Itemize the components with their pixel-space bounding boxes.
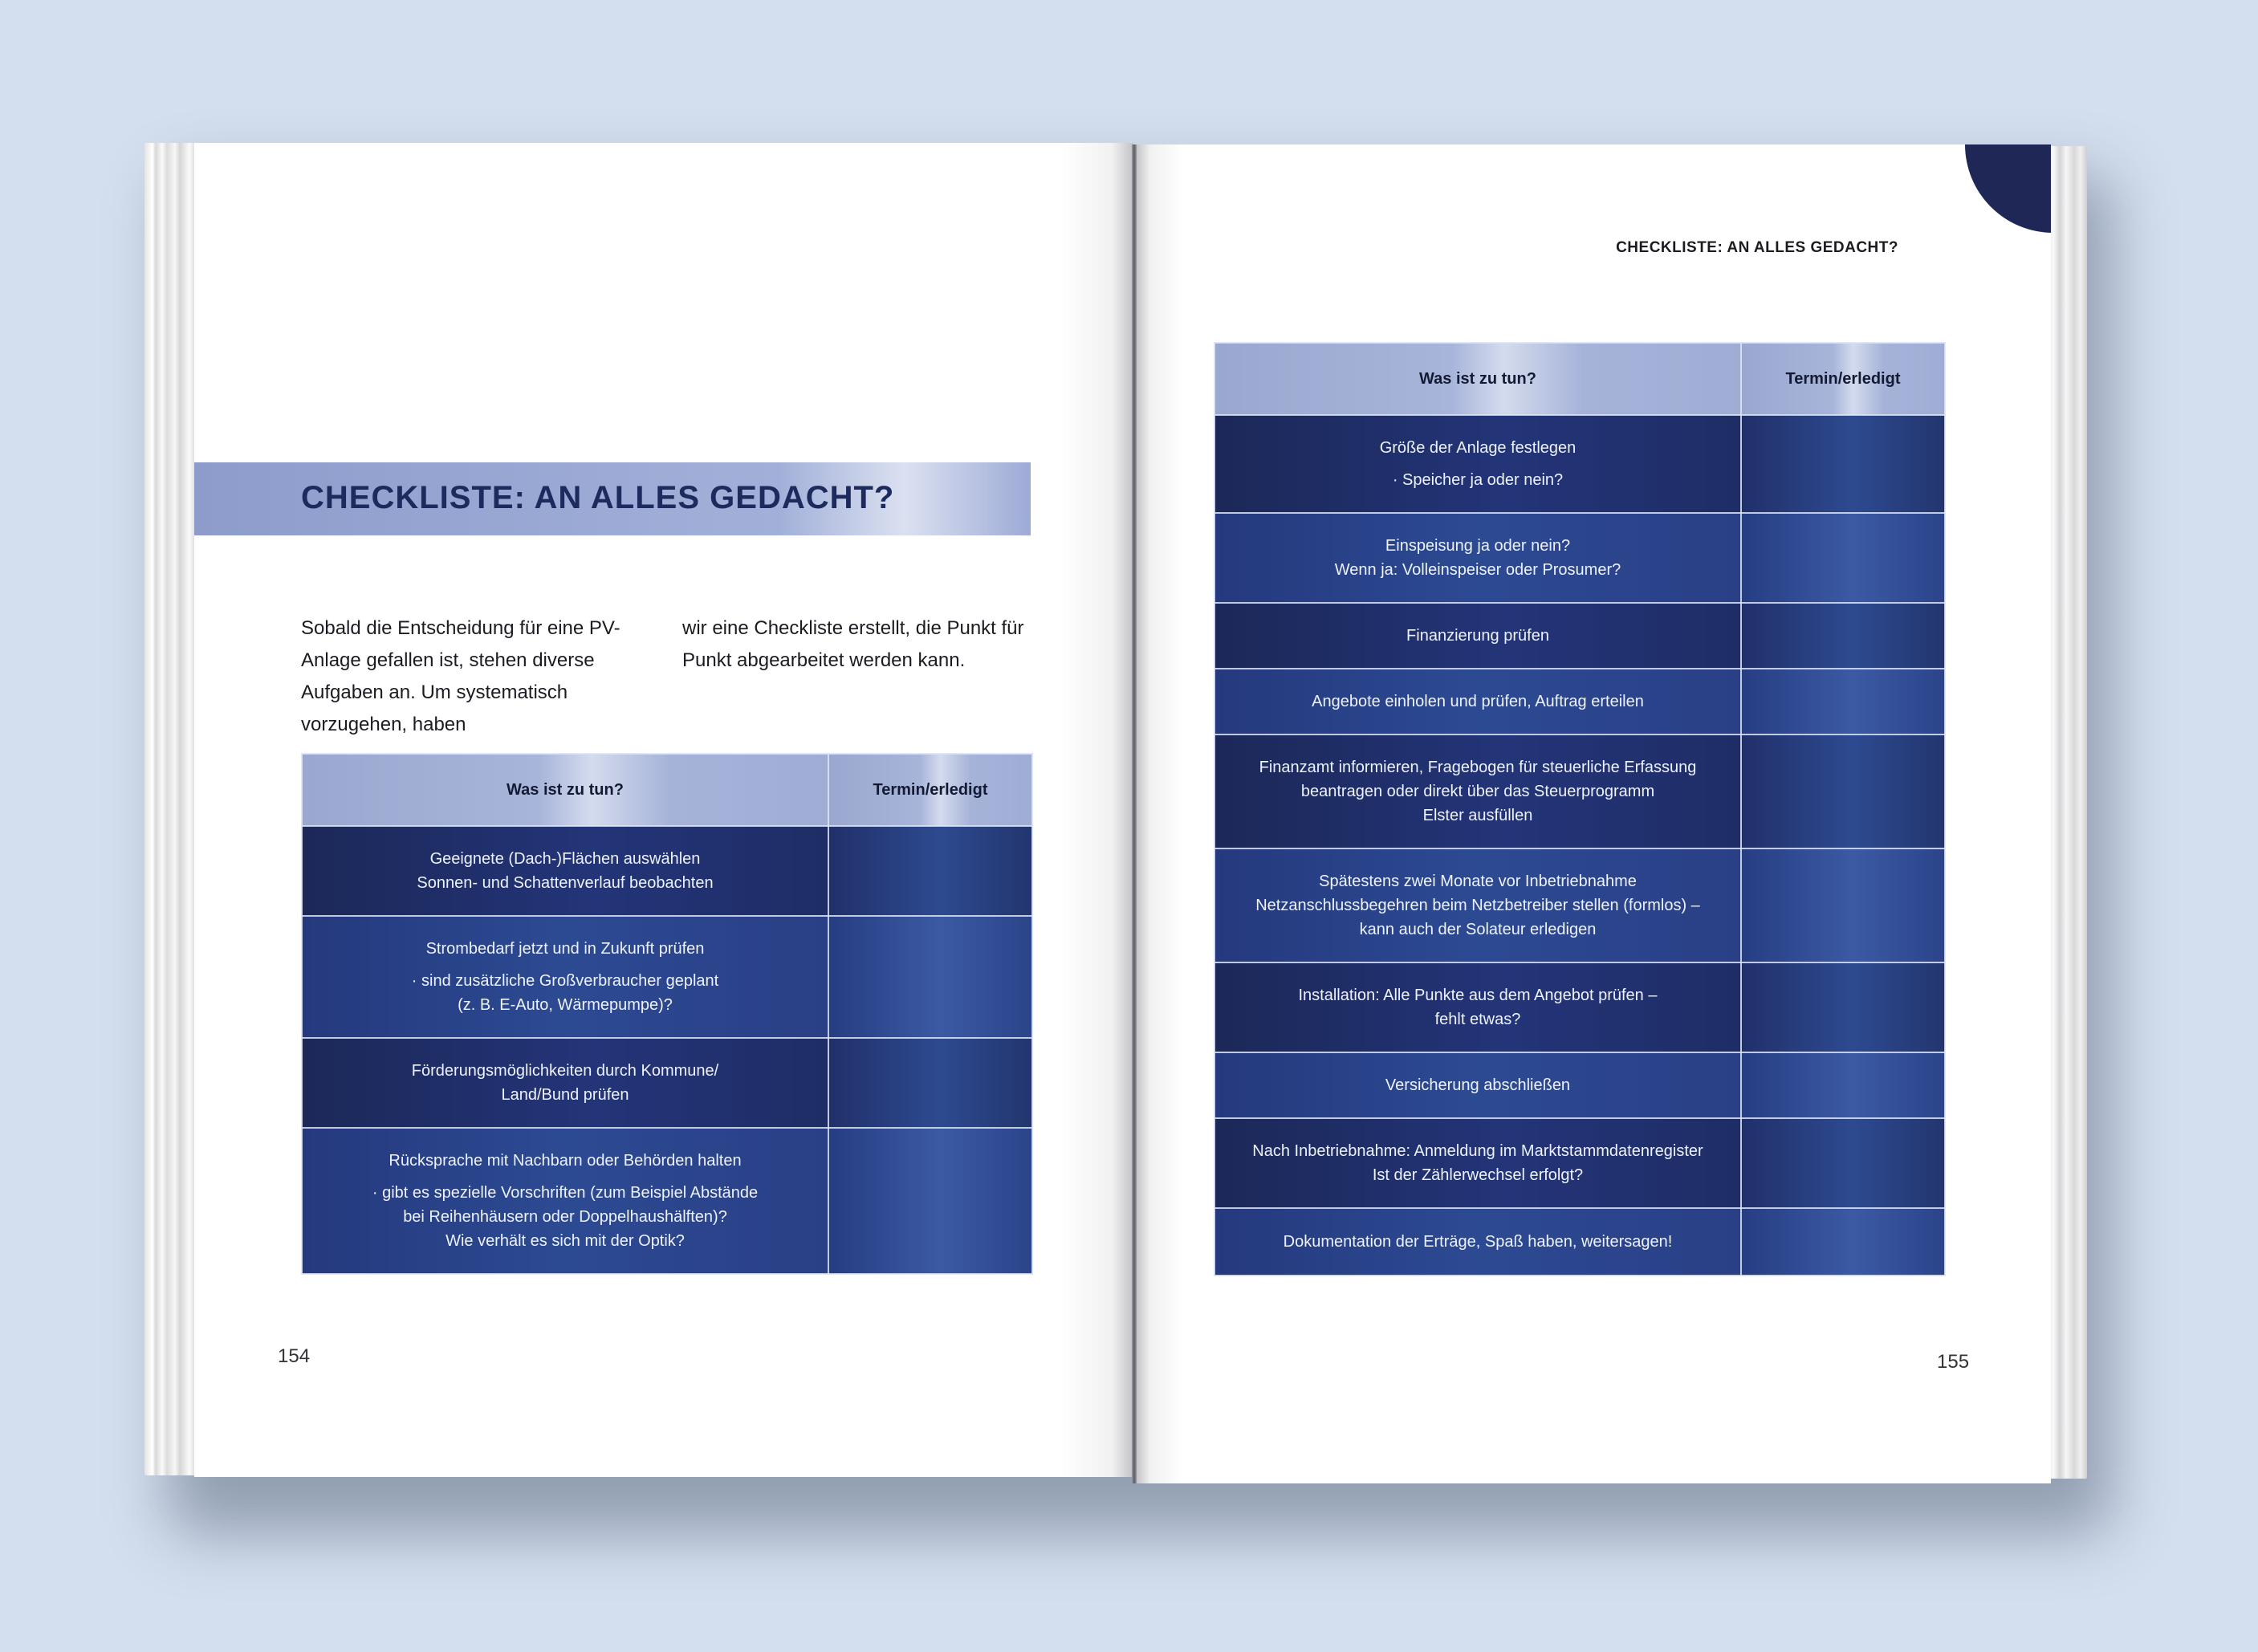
task-line: kann auch der Solateur erledigen — [1359, 921, 1597, 938]
table-row — [1214, 669, 1945, 734]
task-cell — [1214, 603, 1741, 669]
gutter-shadow-right — [1136, 144, 1184, 1483]
task-line: Geeignete (Dach-)Flächen auswählen — [429, 850, 701, 868]
page-number-left: 154 — [278, 1345, 311, 1367]
task-subline: bei Reihenhäusern oder Doppelhaushälften)? — [403, 1208, 727, 1226]
date-cell[interactable] — [828, 916, 1032, 1038]
task-cell — [1214, 1052, 1741, 1118]
task-subline: · gibt es spezielle Vorschriften (zum Beispiel Abstände — [372, 1184, 759, 1202]
task-line: Ist der Zählerwechsel erfolgt? — [1372, 1166, 1584, 1184]
task-cell — [1214, 669, 1741, 734]
date-cell[interactable] — [828, 826, 1032, 916]
gutter-shadow-left — [1061, 143, 1133, 1477]
task-line: Einspeisung ja oder nein? — [1385, 537, 1571, 555]
header-task: Was ist zu tun? — [1214, 343, 1741, 415]
table-row — [1214, 603, 1945, 669]
task-line: Rücksprache mit Nachbarn oder Behörden halten — [389, 1152, 742, 1170]
task-line: Elster ausfüllen — [1422, 807, 1533, 824]
date-cell[interactable] — [1741, 734, 1945, 848]
table-row — [302, 826, 1032, 916]
table-header-row — [1214, 343, 1945, 415]
task-line: beantragen oder direkt über das Steuerprogramm — [1300, 783, 1655, 800]
task-cell — [302, 1128, 828, 1274]
task-line: Strombedarf jetzt und in Zukunft prüfen — [425, 940, 705, 958]
task-cell — [1214, 848, 1741, 962]
task-subline: · Speicher ja oder nein? — [1392, 471, 1564, 489]
book-spine — [1132, 144, 1137, 1483]
date-cell[interactable] — [1741, 669, 1945, 734]
task-line: Angebote einholen und prüfen, Auftrag erteilen — [1312, 693, 1644, 710]
task-line: Versicherung abschließen — [1385, 1076, 1571, 1094]
task-line: Sonnen- und Schattenverlauf beobachten — [417, 874, 714, 892]
date-cell[interactable] — [1741, 1118, 1945, 1208]
date-cell[interactable] — [1741, 1208, 1945, 1276]
date-cell[interactable] — [1741, 415, 1945, 513]
page-title: CHECKLISTE: AN ALLES GEDACHT? — [301, 480, 895, 515]
task-cell — [1214, 415, 1741, 513]
table-row — [1214, 415, 1945, 513]
task-subline: (z. B. E-Auto, Wärmepumpe)? — [458, 996, 673, 1014]
date-cell[interactable] — [828, 1128, 1032, 1274]
checklist-table-right — [1214, 342, 1946, 1276]
left-page — [194, 143, 1133, 1477]
table-row — [1214, 848, 1945, 962]
task-cell — [1214, 962, 1741, 1052]
table-row — [1214, 1208, 1945, 1276]
intro-column-1: Sobald die Entscheidung für eine PV-Anlage gefallen ist, stehen diverse Aufgaben an. Um systematisch vorzugehen, haben — [301, 617, 620, 735]
corner-circle-decoration — [1965, 144, 2051, 233]
task-cell — [1214, 734, 1741, 848]
task-cell — [1214, 513, 1741, 603]
table-row — [1214, 1118, 1945, 1208]
task-line: Wenn ja: Volleinspeiser oder Prosumer? — [1334, 561, 1621, 579]
task-cell — [302, 916, 828, 1038]
task-line: Land/Bund prüfen — [501, 1086, 629, 1104]
task-line: Installation: Alle Punkte aus dem Angebot prüfen – — [1298, 987, 1658, 1004]
header-date: Termin/erledigt — [1741, 343, 1945, 415]
task-cell — [1214, 1208, 1741, 1276]
task-line: Spätestens zwei Monate vor Inbetriebnahme — [1319, 873, 1637, 890]
table-row — [1214, 734, 1945, 848]
task-cell — [1214, 1118, 1741, 1208]
page-number-right: 155 — [1937, 1351, 1970, 1373]
task-line: Dokumentation der Erträge, Spaß haben, weitersagen! — [1283, 1233, 1673, 1251]
task-line: fehlt etwas? — [1434, 1011, 1521, 1028]
task-line: Finanzierung prüfen — [1406, 627, 1549, 645]
date-cell[interactable] — [1741, 1052, 1945, 1118]
date-cell[interactable] — [1741, 513, 1945, 603]
task-line: Nach Inbetriebnahme: Anmeldung im Marktstammdatenregister — [1252, 1142, 1703, 1160]
running-header: CHECKLISTE: AN ALLES GEDACHT? — [1616, 239, 1898, 256]
task-line: Größe der Anlage festlegen — [1379, 439, 1577, 457]
checklist-table-left — [301, 753, 1033, 1275]
date-cell[interactable] — [1741, 848, 1945, 962]
task-cell — [302, 826, 828, 916]
task-subline: Wie verhält es sich mit der Optik? — [445, 1232, 685, 1250]
table-row — [302, 1038, 1032, 1128]
task-line: Netzanschlussbegehren beim Netzbetreiber stellen (formlos) – — [1255, 897, 1700, 914]
date-cell[interactable] — [828, 1038, 1032, 1128]
date-cell[interactable] — [1741, 962, 1945, 1052]
task-cell — [302, 1038, 828, 1128]
table-row — [302, 916, 1032, 1038]
intro-column-2: wir eine Checkliste erstellt, die Punkt für Punkt abgearbeitet werden kann. — [682, 617, 1024, 671]
table-row — [1214, 513, 1945, 603]
task-line: Förderungsmöglichkeiten durch Kommune/ — [411, 1062, 719, 1080]
header-task: Was ist zu tun? — [302, 754, 828, 826]
table-row — [1214, 962, 1945, 1052]
task-line: Finanzamt informieren, Fragebogen für steuerliche Erfassung — [1259, 759, 1697, 776]
header-date: Termin/erledigt — [828, 754, 1032, 826]
table-row — [1214, 1052, 1945, 1118]
date-cell[interactable] — [1741, 603, 1945, 669]
task-subline: · sind zusätzliche Großverbraucher geplant — [411, 972, 719, 990]
table-header-row — [302, 754, 1032, 826]
right-page — [1136, 144, 2051, 1483]
table-row — [302, 1128, 1032, 1274]
